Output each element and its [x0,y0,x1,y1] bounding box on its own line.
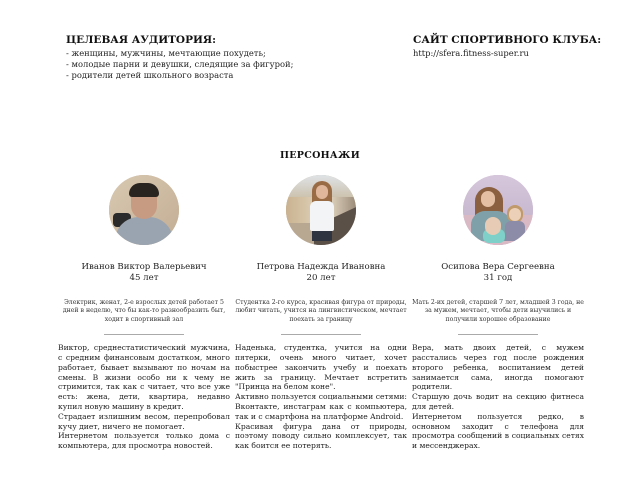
persona-age: 45 лет [129,273,159,283]
club-site-url: http://sfera.fitness-super.ru [413,48,529,58]
bio-paragraph: Наденька, студентка, учится на одни пятерки, очень много читает, хочет побыстрее закончить учебу и поехать жить за границу. Мечтает встретить "Принца на белом коне". [235,343,407,392]
bio-paragraph: Старшую дочь водит на секцию фитнеса для детей. [412,392,584,411]
persona-age: 31 год [483,273,513,283]
audience-item: - женщины, мужчины, мечтающие похудеть; [66,48,266,58]
bio-paragraph: Страдает излишним весом, перепробовал кучу диет, ничего не помогает. [58,411,230,431]
personas-section-title: ПЕРСОНАЖИ [279,150,361,161]
target-audience-block [66,34,366,82]
young-woman-photo [286,175,356,245]
man-portrait-photo [109,175,179,245]
divider [104,334,184,335]
target-audience-list [66,48,366,82]
mother-with-children-photo [463,175,533,245]
club-site-title: САЙТ СПОРТИВНОГО КЛУБА: [413,34,602,46]
bio-paragraph: Активно пользуется социальными сетями: Вконтакте, инстаграм как с компьютера, так и с смартфона на платформе Android. [235,392,407,421]
persona-name: Иванов Виктор Валерьевич [81,262,207,272]
persona-card-osipova [408,175,588,451]
persona-age: 20 лет [306,273,336,283]
persona-card-ivanov [54,175,234,451]
audience-item: - молодые парни и девушки, следящие за фигурой; [66,59,294,70]
persona-summary: Студентка 2-го курса, красивая фигура от природы, любит читать, учится на лингвистическом, мечтает поехать за границу [235,299,407,323]
bio-paragraph: Интернетом пользуется только дома с компьютера, для просмотра новостей. [58,431,230,451]
persona-bio [231,343,411,451]
bio-paragraph: Красивая фигура дана от природы, поэтому поводу сильно комплексует, так как боится ее потерять. [235,421,407,451]
target-audience-title: ЦЕЛЕВАЯ АУДИТОРИЯ: [66,34,217,46]
persona-card-petrova [231,175,411,451]
persona-name: Осипова Вера Сергеевна [441,262,555,272]
persona-bio [408,343,588,451]
audience-item: - родители детей школьного возраста [66,70,234,81]
divider [458,334,538,335]
bio-paragraph: Виктор, среднестатистический мужчина, с средним финансовым достатком, много работает, бывает вызывают по ночам на смены. В жизни особо ни к чему не стримится, так как с читает, что все уже есть: жена, дети, квартира, недавно купил новую машину в кредит. [58,343,230,411]
club-site-block [413,34,613,59]
persona-name: Петрова Надежда Ивановна [256,262,386,272]
bio-paragraph: Вера, мать двоих детей, с мужем расстались через год после рождения второго ребенка, воспитанием детей занимается сама, иногда помогают родители. [412,343,584,392]
persona-bio [54,343,234,451]
persona-summary: Электрик, женат, 2-е взрослых детей работает 5 дней в неделю, что бы как-то разнообразить быт, ходит в спортивный зал [62,299,226,323]
persona-summary: Мать 2-их детей, старшей 7 лет, младшей 3 года, не за мужем, мечтает, чтобы дети выучились и получили хорошее образование [412,299,584,323]
bio-paragraph: Интернетом пользуется редко, в основном заходит с телефона для просмотра сообщений в социальных сетях и мессенджерах. [412,411,584,451]
divider [281,334,361,335]
